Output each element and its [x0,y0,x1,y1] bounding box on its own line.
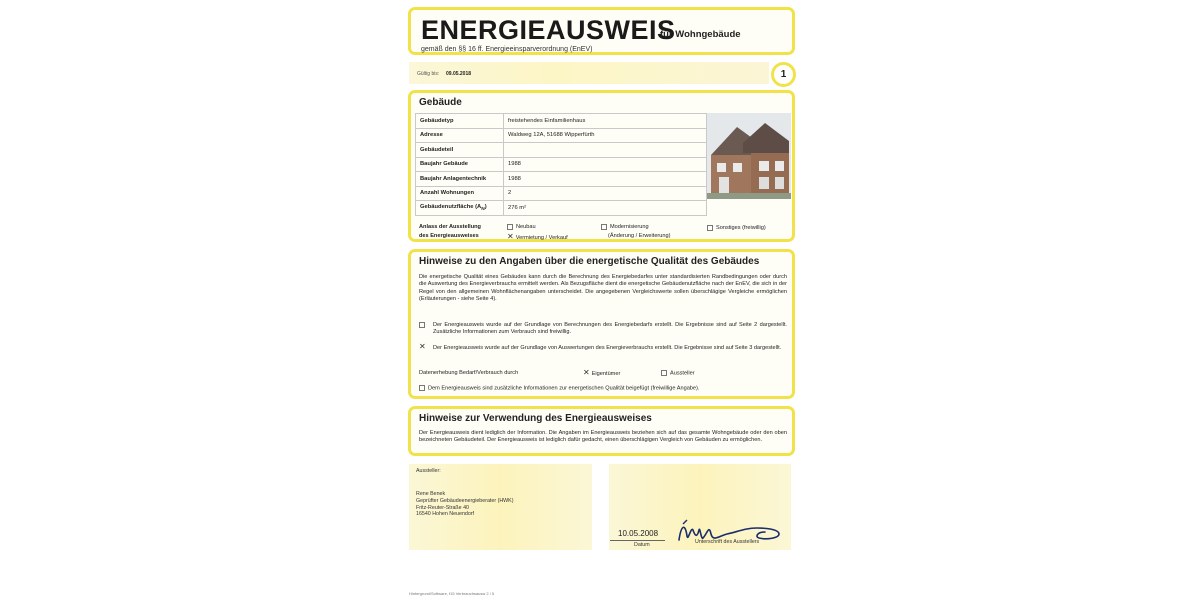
notes-usage-text: Der Energieausweis dient lediglich der Information. Die Angaben im Energieausweis beziehen sich auf das gesamte Wohngebäude oder den oben bezeichneten Gebäudeteil. Der Energieausweis ist lediglich dafür gedacht, einen überschlägigen Vergleich von Gebäuden zu ermöglichen. [419,430,787,444]
option-modernisierung-detail: (Änderung / Erweiterung) [608,233,671,239]
option-zusatz: Dem Energieausweis sind zusätzliche Informationen zur energetischen Qualität beigefügt (freiwillige Angabe). [419,385,699,393]
option-aussteller: Aussteller [661,370,695,378]
signature-date: 10.05.2008 [618,529,659,538]
building-section-title: Gebäude [419,97,462,108]
data-collection-label: Datenerhebung Bedarf/Verbrauch durch [419,370,519,376]
row-value: 276 m² [504,201,707,216]
table-row [416,186,707,201]
signature-date-label: Datum [634,542,650,548]
building-section [408,90,795,242]
row-value [504,143,707,158]
option-neubau: Neubau [507,223,536,232]
notes-usage-title: Hinweise zur Verwendung des Energieausweises [419,413,652,424]
table-row [416,201,707,216]
notes-quality-section [408,249,795,399]
document-subtitle: für Wohngebäude [660,29,741,40]
option-verbrauch-text: Der Energieausweis wurde auf der Grundlage von Auswertungen des Energieverbrauchs erstellt. Die Ergebnisse sind auf Seite 3 dargestellt. [433,345,782,351]
notes-usage-section [408,406,795,456]
row-value: Waldweg 12A, 51688 Wipperfürth [504,128,707,143]
option-sonstiges: Sonstiges (freiwillig) [707,224,766,233]
notes-intro: Die energetische Qualität eines Gebäudes kann durch die Berechnung des Energiebedarfes unter standardisierten Randbedingungen oder durch die Auswertung des Energieverbrauchs ermittelt werden. Als Bezugsfläche dient die energetische Gebäudenutzfläche nach der EnEV, die sich in der Regel von den allgemeinen Wohnflächenangaben unterscheidet. Die angegebenen Vergleichswerte sollen überschlägige Vergleiche ermöglichen (Erläuterungen - siehe Seite 4). [419,274,787,302]
table-row [416,172,707,187]
validity-label: Gültig bis: [417,71,440,77]
document-title: ENERGIEAUSWEIS [421,15,676,45]
signature-label: Unterschrift des Ausstellers [695,539,760,545]
validity-row [409,62,769,84]
table-row [416,143,707,158]
row-label: Baujahr Anlagentechnik [416,172,504,187]
option-verbrauch-checkbox: ✕ [419,342,426,351]
table-row [416,157,707,172]
legal-basis: gemäß den §§ 16 ff. Energieeinsparverordnung (EnEV) [421,46,593,53]
row-label: Gebäudeteil [416,143,504,158]
footer-text: Hintergrund/Software, f15 Verbrauchsausw 2 / 5 [409,591,495,596]
notes-quality-title: Hinweise zu den Angaben über die energetische Qualität des Gebäudes [419,256,760,267]
row-value: 1988 [504,157,707,172]
option-modernisierung: Modernisierung [601,223,649,232]
row-value: 1988 [504,172,707,187]
row-value: freistehendes Einfamilienhaus [504,114,707,129]
row-label: Gebäudetyp [416,114,504,129]
option-vermietung: ✕ Vermietung / Verkauf [507,232,568,241]
row-label: Gebäudenutzfläche $(A_N)$ [416,201,504,216]
issuer-address: Rene Benek Geprüfter Gebäudeenergieberater (HWK) Fritz-Reuter-Straße 40 16540 Hohen Neuendorf [416,491,514,518]
row-value: 2 [504,186,707,201]
reason-label: Anlass der Ausstellung des Energieausweises [419,224,481,239]
building-table [415,113,707,216]
energy-certificate-page [405,4,797,598]
option-bedarf-text: Der Energieausweis wurde auf der Grundlage von Berechnungen des Energiebedarfs erstellt. Die Ergebnisse sind auf Seite 2 dargestellt. Zusätzliche Informationen zum Verbrauch sind freiwillig. [433,322,787,336]
validity-date: 09.05.2018 [446,71,472,77]
table-row [416,114,707,129]
issuer-box [409,464,592,550]
header-box [408,7,795,55]
page-number-badge: 1 [771,62,796,87]
issuer-label: Aussteller: [416,468,441,474]
building-photo [707,113,791,199]
option-eigentuemer: ✕ Eigentümer [583,368,621,377]
row-label: Baujahr Gebäude [416,157,504,172]
table-row [416,128,707,143]
row-label: Adresse [416,128,504,143]
option-bedarf-checkbox [419,322,428,330]
signature-date-line [610,540,665,541]
row-label: Anzahl Wohnungen [416,186,504,201]
